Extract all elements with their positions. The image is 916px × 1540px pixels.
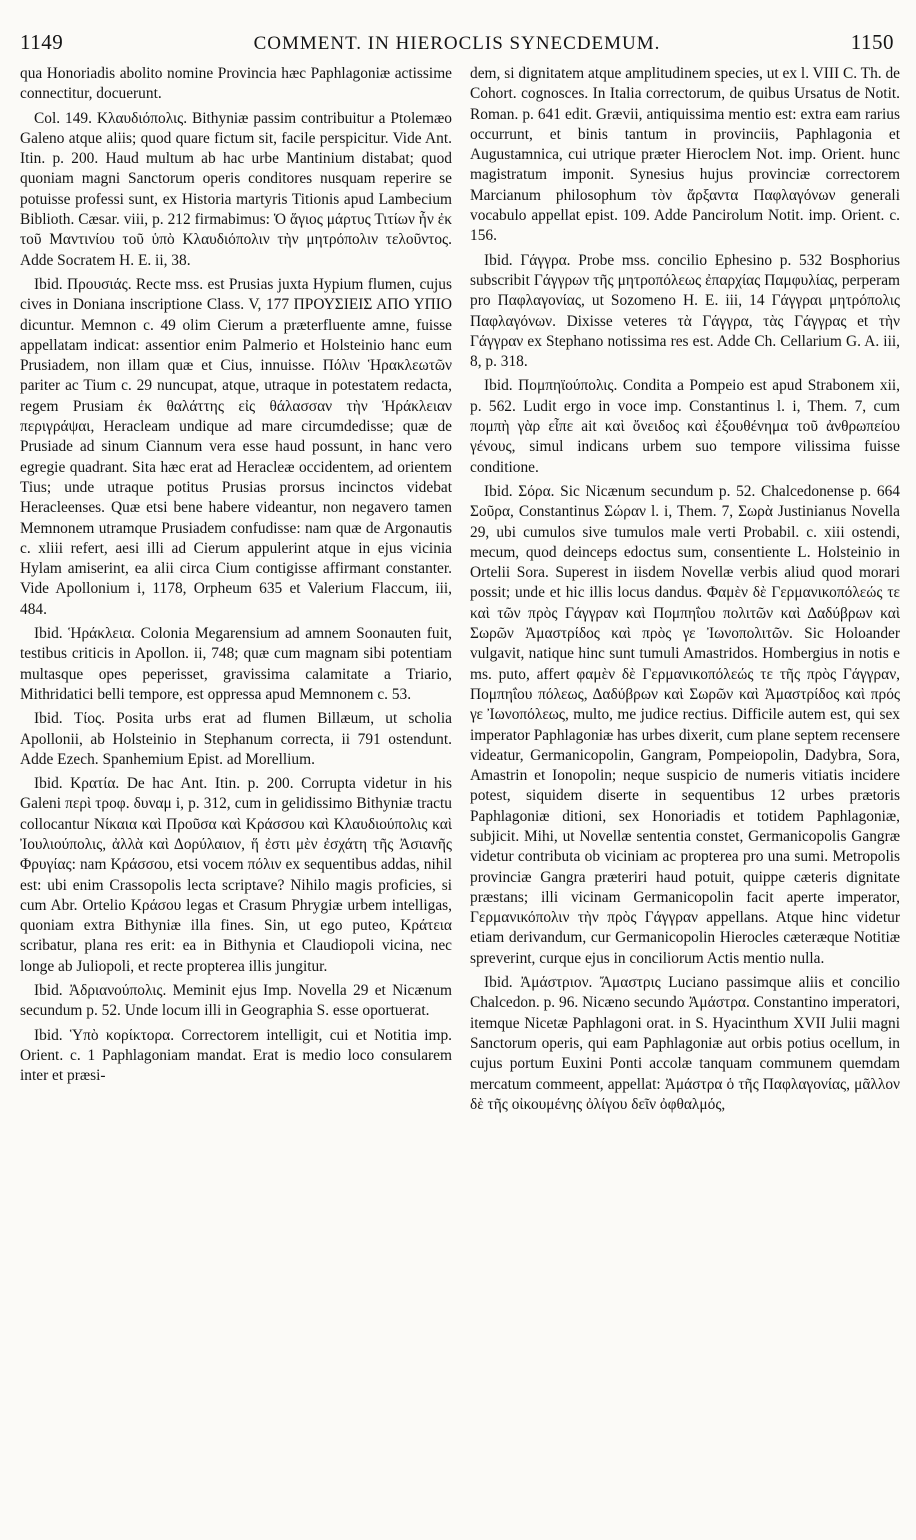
right-column: [470, 64, 900, 1119]
paragraph: Ibid. Τίος. Posita urbs erat ad flumen Billæum, ut scholia Apollonii, ab Holsteinio in Stephanum correcta, ii 791 ostendunt. Adde Ezech. Spanhemium Epist. ad Morellium.: [20, 710, 452, 768]
paragraph: Col. 149. Κλαυδιόπολις. Bithyniæ passim contribuitur a Ptolemæo Galeno atque aliis; quod quare fictum sit, facile perspicitur. Vide Ant. Itin. p. 200. Haud multum ab hac urbe Mantinium distabat; quod quoniam magni Sanctorum operis conditores nusquam reperire se potuisse professi sunt, ex Historia martyris Titionis apud Lambecium Biblioth. Cæsar. viii, p. 212 firmabimus: Ὁ ἅγιος μάρτυς Τιτίων ἦν ἐκ τοῦ Μαντινίου τοῦ ὑπὸ Κλαυδιόπολιν τὴν μητρόπολιν τελοῦντος. Adde Socratem H. E. ii, 38.: [20, 109, 452, 269]
paragraph: Ibid. Ἀμάστριον. Ἄμαστρις Luciano passimque aliis et concilio Chalcedon. p. 96. Nicæno secundo Ἀμάστρα. Constantino imperatori, itemque Nicetæ Paphlagoni orat. in S. Hyacinthum XVII Julii magni Sanctorum operis, qui eam Paphlagoniæ aut orbis potius ocellum, in cujus portum Euxini Ponti accolæ tanquam communem quemdam mercatum commeent, appellat: Ἀμάστρα ὁ τῆς Παφλαγονίας, μᾶλλον δὲ τῆς οἰκουμένης ὀλίγου δεῖν ὀφθαλμός,: [470, 974, 900, 1113]
left-column: [20, 64, 452, 1091]
paragraph: Ibid. Γάγγρα. Probe mss. concilio Ephesino p. 532 Bosphorius subscribit Γάγγρων τῆς μητροπόλεως ἐπαρχίας Παμφυλίας, perperam pro Παφλαγονίας, ut Sozomeno H. E. iii, 14 Γάγγραι μητρόπολις Παφλαγόνων. Dixisse veteres τὰ Γάγγρα, τὰς Γάγγρας et τὴν Γάγγραν ex Stephano notissima res est. Adde Ch. Cellarium G. A. iii, 8, p. 318.: [470, 251, 900, 371]
paragraph: Ibid. Προυσιάς. Recte mss. est Prusias juxta Hypium flumen, cujus cives in Doniana inscriptione Class. V, 177 ΠΡΟΥΣΙΕΙΣ ΑΠΟ ΥΠΙΟ dicuntur. Memnon c. 49 olim Cierum a præterfluente amne, fuisse appellatam indicat: assentior enim Palmerio et Holsteinio hanc eum Prusiadem, non illam quæ et Cius, innuisse. Πόλιν Ἡρακλεωτῶν pariter ac Tium c. 29 nuncupat, atque, utraque in potestatem redacta, regem Prusiam ἐκ θαλάττης εἰς θάλασσαν τὴν Ἡράκλειαν περιγράψαι, Heracleam undique ad mare circumdedisse; quæ de Prusiade ad sinum Ciannum vera esse haud possunt, in hanc vero egregie quadrant. Sita hæc erat ad Heracleæ occidentem, ad orientem Tius; unde utraque potitus Prusias prorsus incinctos videbat Heracleenses. Quæ etsi bene habere videantur, non negavero tamen Memnonem utramque Prusiadem confudisse: nam quæ de Argonautis c. xliii refert, aesi illi ad Cierum appulerint atque in ejus vicinia Hylam amiserint, ea alii circa Cium contigisse affirmant constanter. Vide Apollonium i, 1178, Orpheum 635 et Valerium Flaccum, iii, 484.: [20, 275, 452, 618]
running-title: COMMENT. IN HIEROCLIS SYNECDEMUM.: [253, 33, 661, 54]
paragraph: Ibid. Κρατία. De hac Ant. Itin. p. 200. Corrupta videtur in his Galeni περὶ τροφ. δυναμ i, p. 312, cum in gelidissimo Bithyniæ tractu collocantur Νίκαια καὶ Προῦσα καὶ Κράσσου καὶ Κλαυδιούπολις καὶ Ἰουλιούπολις, ἀλλὰ καὶ Δορύλαιον, ἥ ἐστι μὲν ἐσχάτη τῆς Ἀσιανῆς Φρυγίας: nam Κράσσου, etsi vocem πόλιν ex sequentibus addas, nihil est: ubi enim Crassopolis lecta scriptave? Nihilo magis proficies, si cum Abr. Ortelio Κράσου legas et Crasum Phrygiæ urbem intelligas, quoniam extra Bithyniæ illa fines. Sin, ut ego puteo, Κράτεια scribatur, plana res erit: ea in Bithynia et Claudiopoli vicina, nec longe ab Juliopoli, et recte propterea illis jungitur.: [20, 775, 452, 975]
paragraph: Ibid. Σόρα. Sic Nicænum secundum p. 52. Chalcedonense p. 664 Σοῦρα, Constantinus Σώραν l. i, Them. 7, Σωρὰ Justinianus Novella 29, ubi cumulos sive tumulos male verti Probabil. c. xiii ostendi, mecum, quod deinceps edoctus sum, consentiente L. Holsteinio in Ortelii Sora. Superest in iisdem Novellæ verbis aliud quod morari possit; unde et hic illis locus dandus. Φαμὲν δὲ Γερμανικοπόλεώς τε καὶ τῶν πρὸς Γάγγραν καὶ Πομπηΐου πολιτῶν καὶ Δαδύβρων καὶ Σωρῶν Ἀμαστρίδος καὶ πρὸς γε Ἰωνοπολιτῶν. Sic Holoander vulgavit, natique hinc sunt tumuli Amastridos. Hombergius in notis e ms. puto, affert φαμὲν δὲ Γερμανικοπόλεώς τε τῆς πρὸς Γάγγραν, Πομπηΐου πόλεως, Δαδύβρων καὶ Σωρῶν καὶ Ἀμαστρίδος καὶ πρός γε Ἰωνοπόλεως, multo, me judice rectius. Difficile autem est, qui sex imperator Paphlagoniæ has urbes dixerit, cum plane septem recensere videatur, Germanicopolin, Gangram, Pompeiopolin, Dadybra, Sora, Amastrin et Ionopolin; neque suspicio de numeris vitiatis incidere potest, siquidem diserte in sequentibus 12 urbes prætoris Paphlagoniæ ditioni, sex Honoriadis et totidem Paphlagoniæ, subjicit. Mihi, ut Novellæ sententia constet, Germanicopolis Gangræ videtur contributa ob viciniam ac propterea pro una sumi. Metropolis provinciæ Gangra præteriri haud potuit, quippe cæteris dignitate præstans; illi vicinam Germanicopolin facit aperte imperator, Γερμανικόπολιν τὴν πρὸς Γάγγραν appellans. Atque hinc videtur etiam derivandum, cur Germanicopolin Hierocles cæteræque Notitiæ spreverint, curque ejus in conciliorum Actis mentio nulla.: [470, 482, 900, 967]
paragraph: Ibid. Ἀδριανούπολις. Meminit ejus Imp. Novella 29 et Nicænum secundum p. 52. Unde locum illi in Geographia S. esse oportuerat.: [20, 982, 452, 1020]
paragraph: qua Honoriadis abolito nomine Provincia hæc Paphlagoniæ actissime connectitur, docuerunt.: [20, 65, 452, 103]
right-page-number: 1150: [850, 30, 894, 54]
paragraph: dem, si dignitatem atque amplitudinem species, ut ex l. VIII C. Th. de Cohort. cognosces. In Italia correctorum, de quibus Ursatus de Notit. Roman. p. 641 edit. Grævii, antiquissima mentio est: extra eam rarius occurrunt, et binis tantum in provinciis, Paphlagonia et Augustamnica, cui utrique præter Hieroclem Not. imp. Orient. hunc magistratum imponit. Synesius hujus provinciæ correctorem Marcianum philosophum τὸν ἄρξαντα Παφλαγόνων generali vocabulo appellat epist. 109. Adde Pancirolum Notit. imp. Orient. c. 156.: [470, 65, 900, 245]
paragraph: Ibid. Ὑπὸ κορίκτορα. Correctorem intelligit, cui et Notitia imp. Orient. c. 1 Paphlagoniam mandat. Erat is medio loco consularem inter et præsi-: [20, 1026, 452, 1085]
paragraph: Ibid. Ἡράκλεια. Colonia Megarensium ad amnem Soonauten fuit, testibus criticis in Apollon. ii, 748; quæ cum magnam sibi potentiam multasque opes peperisset, gravissima calamitate a Triario, Mithridatici belli tempore, est oppressa apud Memnonem c. 53.: [20, 625, 452, 703]
left-page-number: 1149: [20, 30, 64, 54]
paragraph: Ibid. Πομπηϊούπολις. Condita a Pompeio est apud Strabonem xii, p. 562. Ludit ergo in voce imp. Constantinus l. i, Them. 7, cum πομπὴ γὰρ εἶπε ait καὶ ὄνειδος καὶ ἐξουθένημα τοῦ ἀνθρωπείου γένους, simul indicans urbem suo tempore vilissima fuisse conditione.: [470, 377, 900, 476]
running-header: [20, 30, 894, 64]
